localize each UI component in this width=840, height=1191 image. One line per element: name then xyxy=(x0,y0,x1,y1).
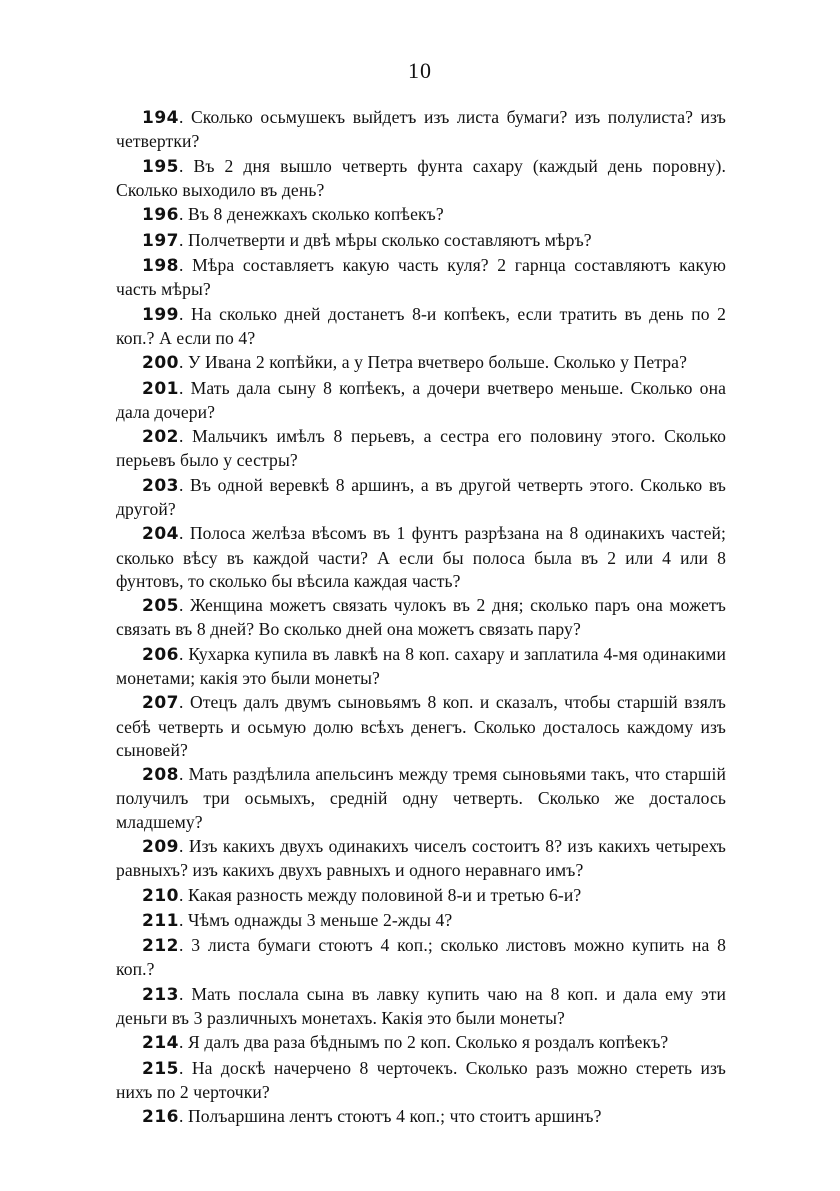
problem-text: На доскѣ начерчено 8 черточекъ. Сколько разъ можно стереть изъ нихъ по 2 черточки? xyxy=(116,1057,726,1103)
problem-item: 198. Мѣра составляетъ какую часть куля? 2 гарнца составляютъ какую часть мѣры? xyxy=(116,254,727,300)
problem-item: 215. На доскѣ начерчено 8 черточекъ. Сколько разъ можно стереть изъ нихъ по 2 черточки? xyxy=(116,1057,726,1103)
problem-item: 202. Мальчикъ имѣлъ 8 перьевъ, а сестра его половину этого. Сколько перьевъ было у сестры? xyxy=(116,426,726,471)
problem-number: 208 xyxy=(142,765,179,786)
problem-text: Полчетверти и двѣ мѣры сколько составляютъ мѣръ? xyxy=(188,229,592,250)
problem-item: 210. Какая разность между половиной 8-и и третью 6-и? xyxy=(142,884,582,906)
problem-number: 204 xyxy=(142,524,179,545)
problem-text: Мать раздѣлила апельсинъ между тремя сыновьями такъ, что старшій получилъ три осьмыхъ, средній одну четверть. Сколько же досталось младшему? xyxy=(116,764,727,832)
problem-number: 207 xyxy=(142,693,179,714)
problem-number: 200 xyxy=(142,353,179,374)
problem-number: 213 xyxy=(142,984,179,1005)
problem-number: 215 xyxy=(142,1058,179,1079)
problem-text: Кухарка купила въ лавкѣ на 8 коп. сахару и заплатила 4-мя одинакими монетами; какія это были монеты? xyxy=(116,643,727,688)
problem-item: 206. Кухарка купила въ лавкѣ на 8 коп. сахару и заплатила 4-мя одинакими монетами; какія это были монеты? xyxy=(116,643,727,688)
problem-text: Мать дала сыну 8 копѣекъ, а дочери вчетверо меньше. Сколько она дала дочери? xyxy=(116,377,726,422)
problem-text: Чѣмъ однажды 3 меньше 2-жды 4? xyxy=(188,909,453,930)
problem-item: 201. Мать дала сыну 8 копѣекъ, а дочери вчетверо меньше. Сколько она дала дочери? xyxy=(116,377,726,422)
problem-text: Полоса желѣза вѣсомъ въ 1 фунтъ разрѣзана на 8 одинакихъ частей; сколько вѣсу въ каждой части? А если бы полоса была въ 2 или 4 или 8 фунтовъ, то сколько бы вѣсила каждая часть? xyxy=(116,523,726,591)
problem-text: Мальчикъ имѣлъ 8 перьевъ, а сестра его половину этого. Сколько перьевъ было у сестры? xyxy=(116,426,726,471)
problem-text: У Ивана 2 копѣйки, а у Петра вчетверо больше. Сколько у Петра? xyxy=(188,352,687,373)
problem-number: 209 xyxy=(142,836,179,857)
problem-item: 212. 3 листа бумаги стоютъ 4 коп.; сколько листовъ можно купить на 8 коп.? xyxy=(116,935,727,980)
problem-list xyxy=(116,106,726,1131)
problem-item: 211. Чѣмъ однажды 3 меньше 2-жды 4? xyxy=(142,909,453,931)
problem-number: 212 xyxy=(142,936,179,957)
problem-number: 194 xyxy=(142,108,179,128)
problem-item: 207. Отецъ далъ двумъ сыновьямъ 8 коп. и сказалъ, чтобы старшій взялъ себѣ четверть и осьмую долю всѣхъ денегъ. Сколько досталось каждому изъ сыновей? xyxy=(116,692,726,760)
problem-item: 195. Въ 2 дня вышло четверть фунта сахару (каждый день поровну). Сколько выходило въ день? xyxy=(116,155,726,200)
problem-number: 202 xyxy=(142,427,179,448)
problem-text: Какая разность между половиной 8-и и третью 6-и? xyxy=(188,884,582,905)
problem-number: 197 xyxy=(142,230,179,251)
problem-text: 3 листа бумаги стоютъ 4 коп.; сколько листовъ можно купить на 8 коп.? xyxy=(116,935,727,980)
problem-number: 196 xyxy=(142,205,179,226)
problem-number: 199 xyxy=(142,304,179,325)
problem-number: 195 xyxy=(142,156,179,177)
problem-number: 216 xyxy=(142,1107,179,1128)
problem-item: 216. Полъаршина лентъ стоютъ 4 коп.; что стоитъ аршинъ? xyxy=(142,1106,602,1128)
problem-text: Сколько осьмушекъ выйдетъ изъ листа бумаги? изъ полулиста? изъ четвертки? xyxy=(116,107,726,152)
problem-item: 213. Мать послала сына въ лавку купить чаю на 8 коп. и дала ему эти деньги въ 3 различныхъ монетахъ. Какія это были монеты? xyxy=(116,983,726,1029)
problem-text: Мѣра составляетъ какую часть куля? 2 гарнца составляютъ какую часть мѣры? xyxy=(116,254,727,300)
problem-item: 197. Полчетверти и двѣ мѣры сколько составляютъ мѣръ? xyxy=(142,229,592,251)
problem-item: 199. На сколько дней достанетъ 8-и копѣекъ, если тратить въ день по 2 коп.? А если по 4? xyxy=(116,303,726,348)
problem-number: 210 xyxy=(142,885,179,906)
problem-text: Въ одной веревкѣ 8 аршинъ, а въ другой четверть этого. Сколько въ другой? xyxy=(116,474,727,519)
problem-text: На сколько дней достанетъ 8-и копѣекъ, если тратить въ день по 2 коп.? А если по 4? xyxy=(116,303,726,348)
problem-text: Полъаршина лентъ стоютъ 4 коп.; что стоитъ аршинъ? xyxy=(188,1106,602,1127)
problem-text: Мать послала сына въ лавку купить чаю на 8 коп. и дала ему эти деньги въ 3 различныхъ монетахъ. Какія это были монеты? xyxy=(116,983,726,1029)
problem-item: 208. Мать раздѣлила апельсинъ между тремя сыновьями такъ, что старшій получилъ три осьмыхъ, средній одну четверть. Сколько же досталось младшему? xyxy=(116,764,727,832)
problem-number: 206 xyxy=(142,644,179,665)
problem-number: 198 xyxy=(142,255,179,276)
problem-item: 203. Въ одной веревкѣ 8 аршинъ, а въ другой четверть этого. Сколько въ другой? xyxy=(116,474,727,519)
problem-item: 205. Женщина можетъ связать чулокъ въ 2 дня; сколько паръ она можетъ связать въ 8 дней? Во сколько дней она можетъ связать пару? xyxy=(116,595,726,640)
problem-item: 194. Сколько осьмушекъ выйдетъ изъ листа бумаги? изъ полулиста? изъ четвертки? xyxy=(116,107,726,152)
problem-text: Изъ какихъ двухъ одинакихъ чиселъ состоитъ 8? изъ какихъ четырехъ равныхъ? изъ какихъ двухъ равныхъ и одного неравнаго имъ? xyxy=(116,835,727,881)
problem-text: Въ 2 дня вышло четверть фунта сахару (каждый день поровну). Сколько выходило въ день? xyxy=(116,155,726,200)
problem-item: 209. Изъ какихъ двухъ одинакихъ чиселъ состоитъ 8? изъ какихъ четырехъ равныхъ? изъ какихъ двухъ равныхъ и одного неравнаго имъ? xyxy=(116,835,727,881)
problem-number: 214 xyxy=(142,1033,179,1054)
problem-number: 211 xyxy=(142,910,179,931)
page-number: 10 xyxy=(408,58,432,83)
problem-text: Отецъ далъ двумъ сыновьямъ 8 коп. и сказалъ, чтобы старшій взялъ себѣ четверть и осьмую долю всѣхъ денегъ. Сколько досталось каждому изъ сыновей? xyxy=(116,692,726,760)
problem-number: 201 xyxy=(142,378,179,399)
problem-text: Я далъ два раза бѣднымъ по 2 коп. Сколько я роздалъ копѣекъ? xyxy=(188,1032,669,1053)
problem-text: Въ 8 денежкахъ сколько копѣекъ? xyxy=(188,204,444,225)
problem-item: 196. Въ 8 денежкахъ сколько копѣекъ? xyxy=(142,204,444,226)
problem-number: 203 xyxy=(142,475,179,496)
problem-number: 205 xyxy=(142,596,179,617)
problem-text: Женщина можетъ связать чулокъ въ 2 дня; сколько паръ она можетъ связать въ 8 дней? Во сколько дней она можетъ связать пару? xyxy=(116,595,726,640)
problem-item: 204. Полоса желѣза вѣсомъ въ 1 фунтъ разрѣзана на 8 одинакихъ частей; сколько вѣсу въ каждой части? А если бы полоса была въ 2 или 4 или 8 фунтовъ, то сколько бы вѣсила каждая часть? xyxy=(116,523,726,591)
problem-item: 214. Я далъ два раза бѣднымъ по 2 коп. Сколько я роздалъ копѣекъ? xyxy=(142,1032,669,1054)
problem-item: 200. У Ивана 2 копѣйки, а у Петра вчетверо больше. Сколько у Петра? xyxy=(142,352,687,374)
